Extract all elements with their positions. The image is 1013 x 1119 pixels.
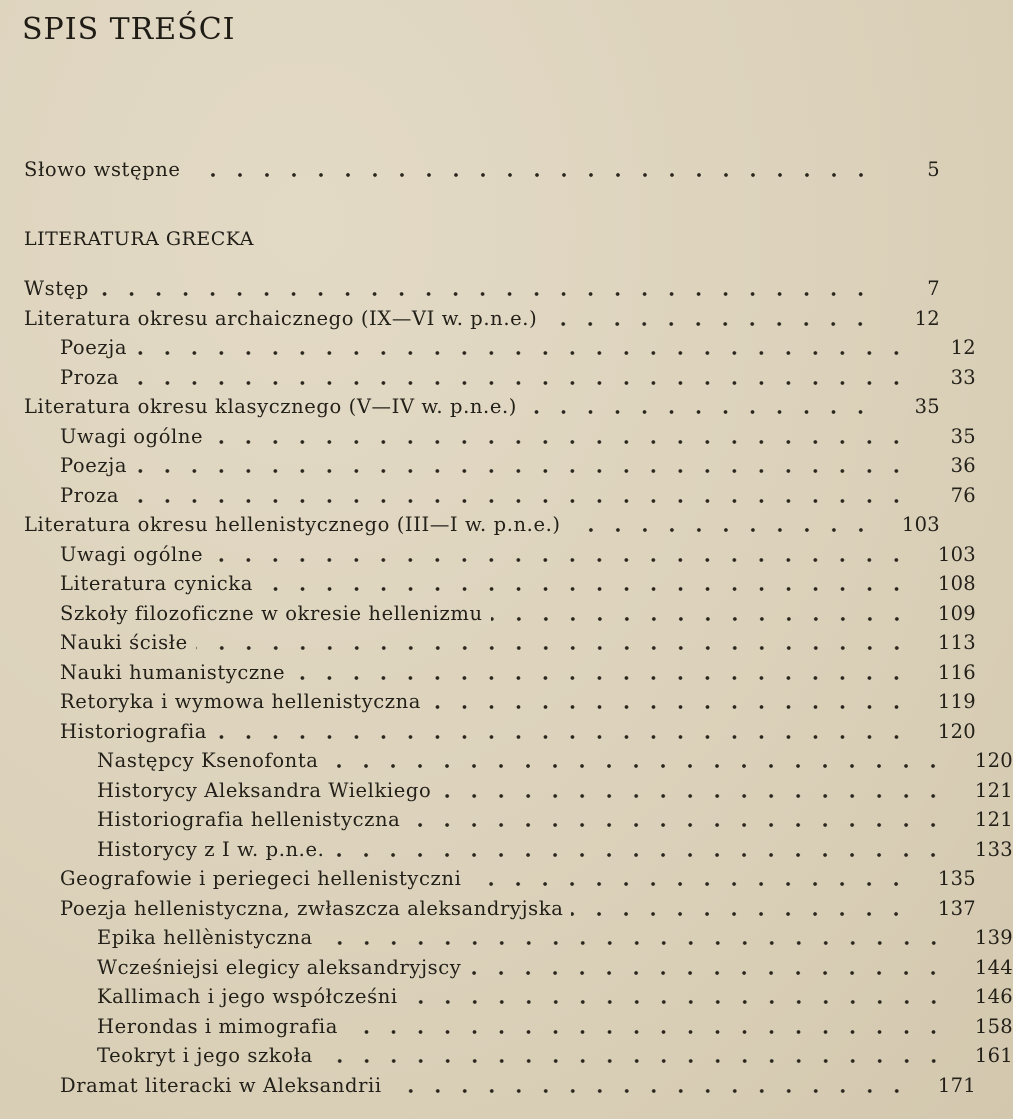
dot-leader: [189, 155, 874, 184]
dot-leader: [261, 569, 910, 598]
dot-leader: [525, 392, 874, 421]
toc-entry-title: Poezja hellenistyczna, zwłaszcza aleksandryjska: [60, 896, 564, 920]
dot-leader: [97, 274, 874, 303]
toc-entry-page-number: 35: [950, 424, 976, 448]
toc-entry-page-number: 12: [914, 306, 940, 330]
toc-entry-page-number: 33: [950, 365, 976, 389]
toc-entry-title: Proza: [60, 365, 120, 389]
dot-leader: [491, 599, 910, 628]
toc-entry-page-number: 116: [937, 660, 976, 684]
toc-entry-title: Teokryt i jego szkoła: [97, 1044, 313, 1067]
dot-leader: [545, 304, 874, 333]
toc-entry: [0, 953, 1013, 982]
toc-entry-page-number: 171: [937, 1073, 976, 1097]
toc-entry: [0, 333, 976, 362]
toc-entry-title: Słowo wstępne: [24, 158, 181, 181]
dot-leader: [390, 1071, 910, 1100]
toc-entry-page-number: 137: [937, 896, 976, 920]
dot-leader: [211, 540, 910, 569]
toc-entry-title: Literatura cynicka: [60, 572, 253, 595]
toc-entry: [0, 805, 1013, 834]
dot-leader: [196, 628, 910, 657]
toc-entry-page-number: 144: [974, 955, 1013, 979]
toc-entry-page-number: 7: [927, 277, 940, 300]
toc-entry: [0, 422, 976, 451]
dot-leader: [406, 982, 947, 1011]
toc-entry-title: Uwagi ogólne: [60, 424, 204, 448]
section-heading: LITERATURA GRECKA: [24, 228, 254, 250]
dot-leader: [326, 746, 947, 775]
toc-entry-title: Literatura okresu archaicznego (IX—VI w. p.n.e.): [24, 306, 538, 330]
toc-entry: [0, 717, 976, 746]
toc-entry-title: Retoryka i wymowa hellenistyczna: [60, 690, 422, 713]
toc-entry-page-number: 119: [937, 690, 976, 713]
dot-leader: [408, 805, 947, 834]
toc-entry-page-number: 103: [901, 513, 940, 536]
dot-leader: [215, 717, 910, 746]
toc-entry-page-number: 146: [974, 985, 1013, 1008]
dot-leader: [127, 481, 910, 510]
toc-entry-title: Geografowie i periegeci hellenistyczni: [60, 867, 462, 890]
dot-leader: [321, 1041, 947, 1070]
toc-entry: [0, 894, 976, 923]
dot-leader: [332, 835, 947, 864]
toc-entry-title: Literatura okresu hellenistycznego (III—I w. p.n.e.): [24, 513, 561, 536]
toc-entry: [0, 569, 976, 598]
toc-entry-page-number: 36: [950, 454, 976, 477]
dot-leader: [569, 510, 874, 539]
toc-entry-page-number: 108: [937, 572, 976, 595]
toc-entry-title: Dramat literacki w Aleksandrii: [60, 1073, 382, 1097]
dot-leader: [469, 953, 947, 982]
toc-entry-page-number: 139: [974, 926, 1013, 949]
toc-entry-page-number: 158: [974, 1014, 1013, 1038]
toc-entry: [0, 1012, 1013, 1041]
page-title: SPIS TREŚCI: [22, 12, 236, 47]
toc-entry: [0, 776, 1013, 805]
dot-leader: [429, 687, 910, 716]
toc-entry-title: Historiografia hellenistyczna: [97, 808, 401, 831]
toc-entry: [0, 481, 976, 510]
toc-entry: [0, 304, 940, 333]
toc-entry: [0, 363, 976, 392]
toc-entry-title: Historycy z I w. p.n.e.: [97, 837, 325, 861]
toc-entry-page-number: 35: [914, 395, 940, 418]
dot-leader: [571, 894, 910, 923]
toc-entry-page-number: 109: [937, 601, 976, 625]
toc-entry: [0, 1041, 1013, 1070]
dot-leader: [346, 1012, 947, 1041]
toc-entry: [0, 599, 976, 628]
dot-leader: [135, 451, 910, 480]
toc-entry: [0, 658, 976, 687]
toc-entry-title: Następcy Ksenofonta: [97, 749, 319, 772]
dot-leader: [211, 422, 910, 451]
toc-entry: [0, 835, 1013, 864]
toc-entry-page-number: 76: [950, 483, 976, 507]
toc-entry-page-number: 133: [974, 837, 1013, 861]
toc-entry-page-number: 135: [937, 867, 976, 890]
toc-entry: [0, 746, 1013, 775]
toc-entry-title: Nauki humanistyczne: [60, 660, 286, 684]
toc-entry: [0, 155, 940, 184]
toc-entry-title: Uwagi ogólne: [60, 542, 204, 566]
toc-entry-page-number: 120: [974, 749, 1013, 772]
dot-leader: [127, 363, 910, 392]
toc-entry-title: Kallimach i jego współcześni: [97, 985, 398, 1008]
toc-entry: [0, 687, 976, 716]
toc-entry-title: Historiografia: [60, 719, 208, 743]
toc-entry-title: Literatura okresu klasycznego (V—IV w. p.n.e.): [24, 395, 517, 418]
toc-entry: [0, 451, 976, 480]
toc-entry: [0, 1071, 976, 1100]
toc-entry: [0, 540, 976, 569]
toc-entry-title: Proza: [60, 483, 120, 507]
toc-entry-page-number: 103: [937, 542, 976, 566]
toc-entry: [0, 628, 976, 657]
toc-entry-title: Wcześniejsi elegicy aleksandryjscy: [97, 955, 462, 979]
toc-entry-title: Szkoły filozoficzne w okresie hellenizmu: [60, 601, 483, 625]
toc-entry-title: Wstęp: [24, 277, 89, 300]
toc-entry-title: Historycy Aleksandra Wielkiego: [97, 778, 432, 802]
toc-entry: [0, 510, 940, 539]
toc-entry-title: Poezja: [60, 454, 128, 477]
toc-entry: [0, 864, 976, 893]
toc-entry-title: Epika hellènistyczna: [97, 926, 313, 949]
toc-entry-title: Herondas i mimografia: [97, 1014, 338, 1038]
toc-entry-page-number: 121: [974, 808, 1013, 831]
toc-entry: [0, 392, 940, 421]
toc-entry-page-number: 120: [937, 719, 976, 743]
dot-leader: [293, 658, 910, 687]
dot-leader: [439, 776, 947, 805]
toc-entry: [0, 982, 1013, 1011]
toc-entry: [0, 923, 1013, 952]
toc-entry-page-number: 161: [974, 1044, 1013, 1067]
toc-entry-title: Nauki ścisłe: [60, 631, 188, 654]
toc-entry-page-number: 12: [950, 336, 976, 359]
toc-entry-title: Poezja: [60, 336, 128, 359]
toc-entry-page-number: 5: [927, 158, 940, 181]
dot-leader: [469, 864, 910, 893]
dot-leader: [321, 923, 947, 952]
toc-entry-page-number: 113: [937, 631, 976, 654]
dot-leader: [135, 333, 910, 362]
toc-entry-page-number: 121: [974, 778, 1013, 802]
toc-entry: [0, 274, 940, 303]
